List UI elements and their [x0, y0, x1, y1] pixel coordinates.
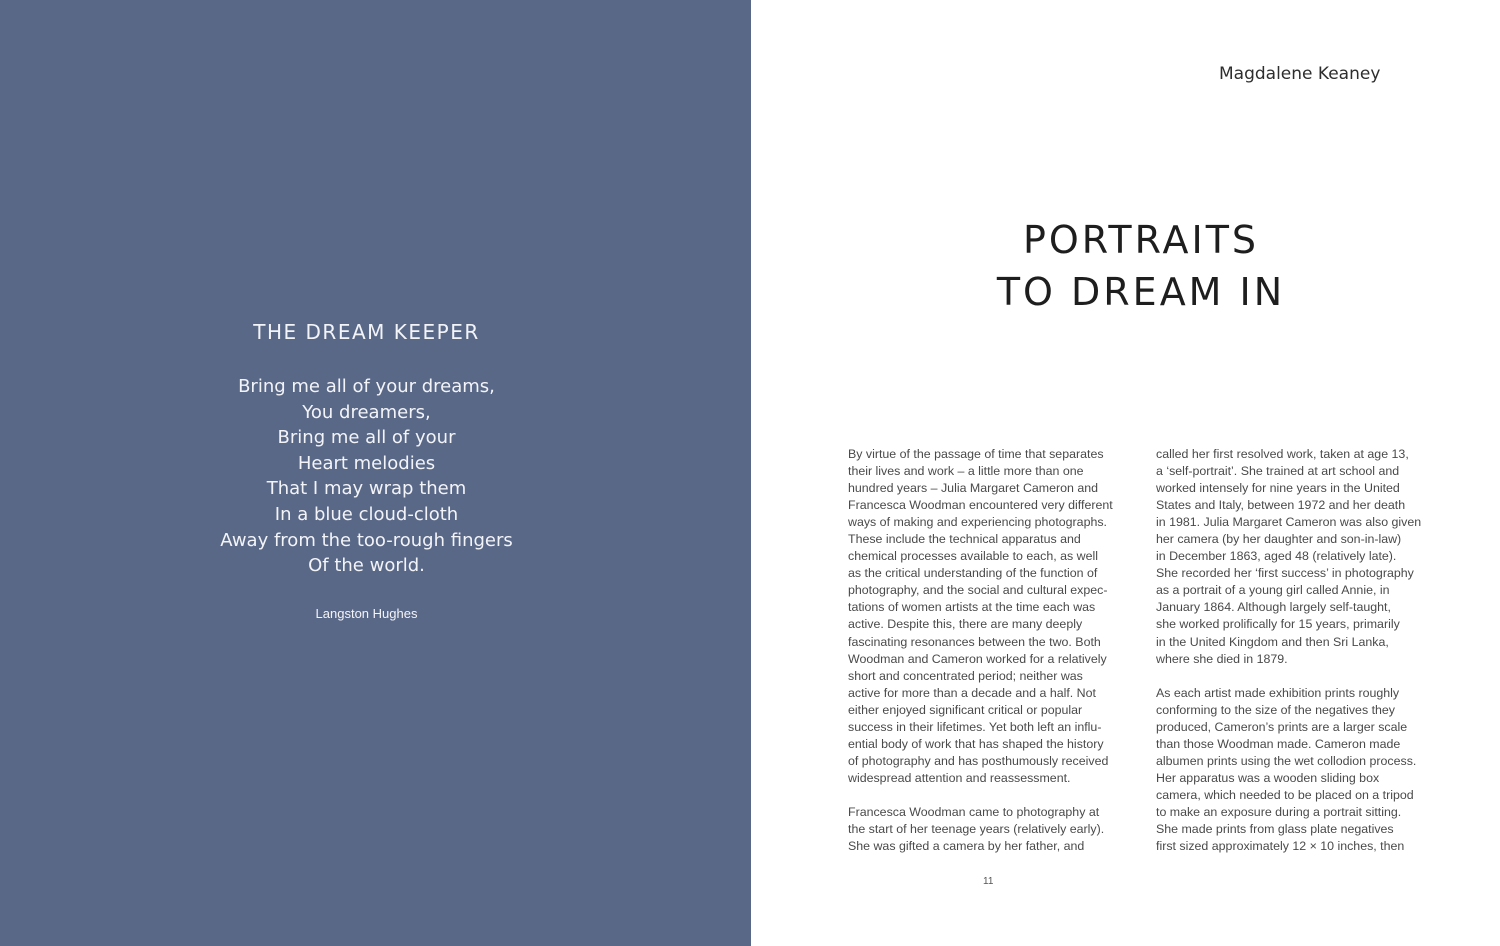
- chapter-title-line: PORTRAITS: [1022, 218, 1260, 262]
- text-line: called her first resolved work, taken at age 13,: [1156, 447, 1409, 461]
- poem-line: Away from the too-rough fingers: [220, 529, 513, 551]
- text-line: widespread attention and reassessment.: [848, 770, 1071, 785]
- text-column-right: [1156, 446, 1446, 872]
- text-line: She made prints from glass plate negatives: [1156, 821, 1394, 836]
- text-line: hundred years – Julia Margaret Cameron and: [848, 481, 1099, 496]
- text-line: albumen prints using the wet collodion process.: [1156, 753, 1417, 768]
- poem-line: Bring me all of your: [277, 427, 456, 449]
- poem: [0, 318, 733, 623]
- poem-title: THE DREAM KEEPER: [253, 320, 480, 344]
- poem-lines: [0, 374, 733, 579]
- text-line: As each artist made exhibition prints roughly: [1156, 685, 1400, 700]
- text-line: to make an exposure during a portrait sitting.: [1156, 804, 1402, 819]
- text-line: than those Woodman made. Cameron made: [1156, 736, 1401, 751]
- text-line: photography, and the social and cultural expec-: [848, 583, 1108, 598]
- poem-line: Bring me all of your dreams,: [238, 376, 495, 397]
- poem-author: Langston Hughes: [315, 605, 418, 621]
- text-line: the start of her teenage years (relatively early).: [848, 821, 1105, 836]
- text-line: active. Despite this, there are many deeply: [848, 617, 1083, 632]
- poem-line: You dreamers,: [302, 401, 431, 423]
- text-line: Francesca Woodman came to photography at: [848, 804, 1100, 819]
- text-column-left: [848, 446, 1133, 872]
- paragraph: [1156, 446, 1446, 668]
- chapter-title: [751, 214, 1500, 318]
- text-line: She was gifted a camera by her father, and: [848, 839, 1085, 854]
- text-line: ways of making and experiencing photographs.: [848, 515, 1107, 530]
- text-line: where she died in 1879.: [1156, 651, 1288, 666]
- text-line: tations of women artists at the time each was: [848, 600, 1096, 615]
- paragraph: [848, 804, 1133, 855]
- text-line: success in their lifetimes. Yet both left an influ-: [848, 719, 1102, 734]
- text-line: a ‘self-portrait’. She trained at art school and: [1156, 464, 1400, 479]
- text-line: camera, which needed to be placed on a tripod: [1156, 787, 1414, 802]
- text-line: in December 1863, aged 48 (relatively late).: [1156, 549, 1397, 564]
- page-number: 11: [983, 876, 994, 887]
- text-line: short and concentrated period; neither was: [848, 668, 1083, 683]
- text-line: January 1864. Although largely self-taught,: [1156, 600, 1391, 615]
- poem-line: Heart melodies: [297, 452, 436, 474]
- chapter-title-line: TO DREAM IN: [996, 270, 1286, 314]
- right-page: [751, 0, 1500, 946]
- text-line: Woodman and Cameron worked for a relatively: [848, 651, 1107, 666]
- text-line: produced, Cameron’s prints are a larger scale: [1156, 719, 1408, 734]
- text-line: her camera (by her daughter and son-in-law): [1156, 532, 1402, 547]
- text-line: These include the technical apparatus and: [848, 532, 1081, 547]
- text-line: first sized approximately 12 × 10 inches, then: [1156, 839, 1405, 854]
- text-line: fascinating resonances between the two. Both: [848, 634, 1101, 649]
- text-line: of photography and has posthumously received: [848, 753, 1109, 768]
- text-line: Her apparatus was a wooden sliding box: [1156, 770, 1380, 785]
- text-line: she worked prolifically for 15 years, primarily: [1156, 617, 1400, 632]
- text-line: Francesca Woodman encountered very different: [848, 498, 1113, 513]
- paragraph: [848, 446, 1133, 787]
- poem-line: That I may wrap them: [266, 478, 467, 500]
- poem-line: In a blue cloud-cloth: [274, 503, 459, 525]
- text-line: chemical processes available to each, as well: [848, 549, 1099, 564]
- essay-author: Magdalene Keaney: [1219, 64, 1381, 84]
- text-line: their lives and work – a little more than one: [848, 464, 1084, 479]
- text-line: States and Italy, between 1972 and her death: [1156, 498, 1406, 513]
- text-line: either enjoyed significant critical or popular: [848, 702, 1083, 717]
- text-line: worked intensely for nine years in the United: [1156, 481, 1400, 496]
- text-line: By virtue of the passage of time that separates: [848, 447, 1104, 461]
- text-line: conforming to the size of the negatives they: [1156, 702, 1396, 717]
- text-line: as a portrait of a young girl called Annie, in: [1156, 583, 1390, 598]
- text-line: in 1981. Julia Margaret Cameron was also given: [1156, 515, 1422, 530]
- text-line: She recorded her ‘first success’ in photography: [1156, 566, 1414, 581]
- text-line: in the United Kingdom and then Sri Lanka,: [1156, 634, 1389, 649]
- poem-line: Of the world.: [308, 555, 425, 577]
- text-line: ential body of work that has shaped the history: [848, 736, 1104, 751]
- paragraph: [1156, 685, 1446, 855]
- text-line: as the critical understanding of the function of: [848, 566, 1098, 581]
- text-line: active for more than a decade and a half. Not: [848, 685, 1096, 700]
